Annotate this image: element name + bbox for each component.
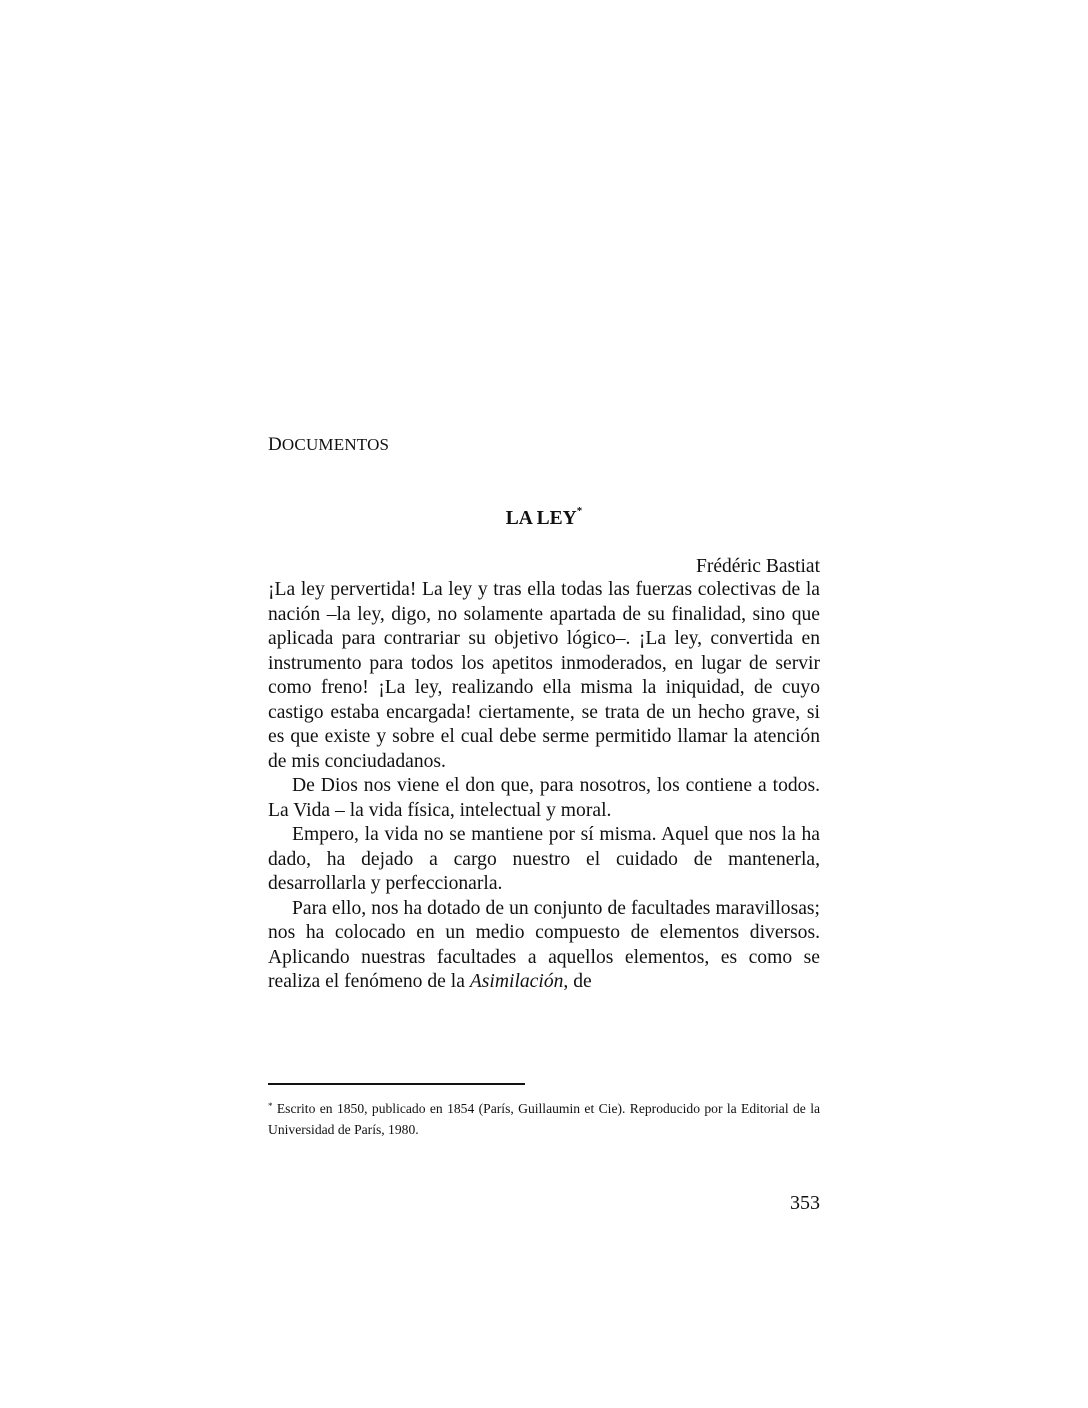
section-label-initial: D (268, 434, 282, 455)
paragraph-4 (268, 897, 820, 995)
section-label (268, 434, 389, 456)
article-body (268, 578, 820, 995)
paragraph-4-text: Para ello, nos ha dotado de un conjunto de facultades maravillosas; nos ha colocado en un medio compuesto de elementos diversos. Aplicando nuestras facultades a aquellos elementos, es como se realiza el fenómeno de la (268, 897, 820, 992)
section-label-rest: OCUMENTOS (281, 435, 390, 454)
page-number: 353 (790, 1192, 820, 1214)
article-title-text: LA LEY (505, 508, 577, 529)
title-footnote-marker[interactable]: * (576, 505, 583, 517)
article-title (0, 505, 1088, 530)
article-author: Frédéric Bastiat (696, 556, 820, 577)
paragraph-4-tail: , de (563, 971, 592, 992)
footnote-divider (268, 1083, 525, 1085)
paragraph-3: Empero, la vida no se mantiene por sí misma. Aquel que nos la ha dado, ha dejado a cargo nuestro el cuidado de mantenerla, desarrollarla y perfeccionarla. (268, 824, 820, 894)
paragraph-1: ¡La ley pervertida! La ley y tras ella todas las fuerzas colectivas de la nación –la ley, digo, no solamente apartada de su finalidad, sino que aplicada para contrariar su objetivo lógico–. ¡La ley, convertida en instrumento para todos los apetitos inmoderados, en lugar de servir como freno! ¡La ley, realizando ella misma la iniquidad, de cuyo castigo estaba encargada! ciertamente, se trata de un hecho grave, si es que existe y sobre el cual debe serme permitido llamar la atención de mis conciudadanos. (268, 579, 820, 772)
footnote-marker: * (268, 1101, 273, 1111)
paragraph-4-italic-term: Asimilación (469, 971, 564, 992)
paragraph-2: De Dios nos viene el don que, para nosotros, los contiene a todos. La Vida – la vida física, intelectual y moral. (268, 775, 820, 821)
footnote-text: Escrito en 1850, publicado en 1854 (París, Guillaumin et Cie). Reproducido por la Editorial de la Universidad de París, 1980. (268, 1101, 820, 1137)
footnote (268, 1098, 820, 1140)
